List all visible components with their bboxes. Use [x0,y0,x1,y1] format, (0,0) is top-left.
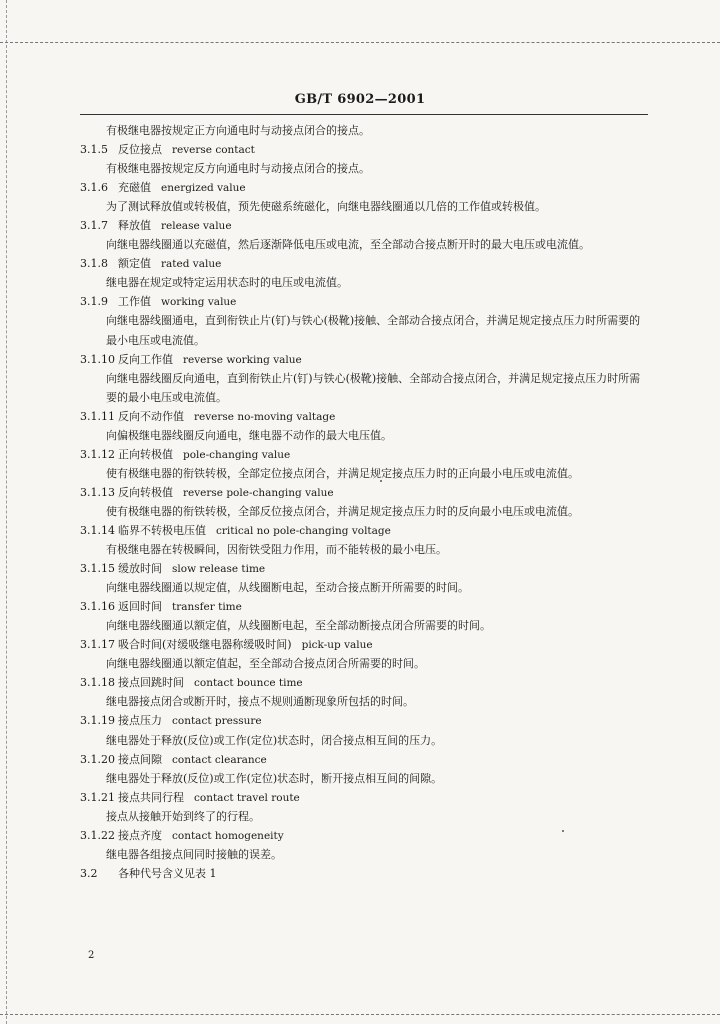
term-english: contact pressure [172,715,262,728]
clause-number: 3.2 [80,866,98,880]
bottom-cut-line [0,1014,720,1015]
term-english: contact travel route [194,791,300,804]
term-english: contact clearance [172,753,267,766]
term-chinese: 吸合时间(对缓吸继电器称缓吸时间) [118,638,292,652]
term-chinese: 返回时间 [118,600,162,614]
section-heading [80,864,646,883]
term-chinese: 各种代号含义见表 1 [118,866,217,880]
clause-number: 3.1.22 [80,828,115,842]
document-body [80,121,646,883]
scan-speck [380,480,382,482]
clause-number: 3.1.17 [80,638,115,652]
clause-number: 3.1.9 [80,295,108,309]
clause-definition-text: 为了测试释放值或转极值，预先使磁系统磁化，向继电器线圈通以几倍的工作值或转极值。 [106,200,546,214]
term-english: release value [161,220,232,233]
term-heading [80,350,646,369]
clause-definition-text: 有极继电器按规定正方向通电时与动接点闭合的接点。 [106,124,370,137]
clause-definition-text: 使有极继电器的衔铁转极，全部反位接点闭合，并满足规定接点压力时的反向最小电压或电流值。 [106,504,579,518]
term-heading [80,559,646,578]
term-chinese: 接点共同行程 [118,790,184,804]
clause-number: 3.1.16 [80,600,115,614]
clause-number: 3.1.19 [80,714,115,728]
term-english: working value [161,296,237,309]
term-english: pick-up value [301,639,373,652]
term-english: energized value [161,182,246,195]
term-english: critical no pole-changing voltage [216,524,391,537]
term-heading [80,407,646,426]
term-chinese: 缓放时间 [118,562,162,576]
term-heading [80,140,646,159]
term-heading [80,635,646,654]
clause-number: 3.1.5 [80,143,108,157]
clause-definition-text: 向继电器线圈反向通电，直到衔铁止片(钉)与铁心(极靴)接触、全部动合接点闭合，并满足规定接点压力时所需要的最小电压或电流值。 [106,371,641,404]
clause-number: 3.1.8 [80,257,108,271]
page-number: 2 [88,950,95,961]
clause-definition-text: 接点从接触开始到终了的行程。 [106,809,260,823]
binding-margin-rule [6,0,7,1024]
clause-definition-text: 有极继电器在转极瞬间，因衔铁受阻力作用，而不能转极的最小电压。 [106,543,447,557]
term-english: rated value [161,258,222,271]
page-header-standard-code: GB/T 6902—2001 [294,92,426,107]
term-heading [80,750,646,769]
term-heading [80,826,646,845]
term-heading [80,445,646,464]
clause-definition-text: 继电器在规定或特定运用状态时的电压或电流值。 [106,276,348,290]
clause-definition-text: 向继电器线圈通电，直到衔铁止片(钉)与铁心(极靴)接触、全部动合接点闭合，并满足规定接点压力时所需要的最小电压或电流值。 [106,314,641,347]
header-rule [80,114,648,115]
term-chinese: 接点间隙 [118,752,162,766]
term-chinese: 接点压力 [118,714,162,728]
term-chinese: 额定值 [118,257,151,271]
clause-number: 3.1.21 [80,790,115,804]
term-heading [80,216,646,235]
term-english: reverse no-moving valtage [194,410,336,423]
term-chinese: 正向转极值 [118,447,173,461]
clause-number: 3.1.15 [80,562,115,576]
term-chinese: 充磁值 [118,181,151,195]
term-english: slow release time [172,563,266,576]
term-chinese: 反位接点 [118,143,162,157]
clause-number: 3.1.13 [80,485,115,499]
clause-definition-text: 继电器处于释放(反位)或工作(定位)状态时，断开接点相互间的间隙。 [106,771,443,785]
clause-number: 3.1.6 [80,181,108,195]
term-heading [80,673,646,692]
term-english: pole-changing value [183,448,291,461]
clause-definition-text: 向继电器线圈通以规定值，从线圈断电起，至动合接点断开所需要的时间。 [106,581,469,595]
clause-definition-text: 继电器处于释放(反位)或工作(定位)状态时，闭合接点相互间的压力。 [106,733,443,747]
clause-definition-text: 有极继电器按规定反方向通电时与动接点闭合的接点。 [106,162,370,176]
term-chinese: 释放值 [118,219,151,233]
term-heading [80,254,646,273]
clause-number: 3.1.10 [80,352,115,366]
clause-number: 3.1.18 [80,676,115,690]
term-heading [80,178,646,197]
clause-number: 3.1.7 [80,219,108,233]
clause-definition-text: 使有极继电器的衔铁转极，全部定位接点闭合，并满足规定接点压力时的正向最小电压或电流值。 [106,466,579,480]
term-heading [80,597,646,616]
term-chinese: 工作值 [118,295,151,309]
term-heading [80,292,646,311]
term-english: reverse working value [183,353,302,366]
term-chinese: 接点回跳时间 [118,676,184,690]
clause-definition-text: 继电器各组接点间同时接触的误差。 [106,847,282,861]
term-english: reverse contact [172,144,255,157]
term-heading [80,711,646,730]
clause-definition-text: 向偏极继电器线圈反向通电，继电器不动作的最大电压值。 [106,428,392,442]
term-heading [80,483,646,502]
term-chinese: 反向转极值 [118,485,173,499]
clause-definition-text: 向继电器线圈通以额定值起，至全部动合接点闭合所需要的时间。 [106,657,425,671]
clause-definition-text: 向继电器线圈通以额定值，从线圈断电起，至全部动断接点闭合所需要的时间。 [106,619,491,633]
term-heading [80,521,646,540]
term-heading [80,788,646,807]
term-chinese: 反向不动作值 [118,409,184,423]
clause-definition-text: 向继电器线圈通以充磁值，然后逐渐降低电压或电流，至全部动合接点断开时的最大电压或电流值。 [106,238,590,252]
term-chinese: 反向工作值 [118,352,173,366]
term-chinese: 接点齐度 [118,828,162,842]
term-chinese: 临界不转极电压值 [118,523,206,537]
clause-number: 3.1.14 [80,523,115,537]
clause-number: 3.1.11 [80,409,115,423]
term-english: reverse pole-changing value [183,486,334,499]
term-english: contact homogeneity [172,829,284,842]
clause-number: 3.1.12 [80,447,115,461]
term-english: contact bounce time [194,677,303,690]
clause-number: 3.1.20 [80,752,115,766]
clause-definition-text: 继电器接点闭合或断开时，接点不规则通断现象所包括的时间。 [106,695,414,709]
scan-speck [562,830,564,832]
top-cut-line [0,42,720,43]
term-english: transfer time [172,601,242,614]
